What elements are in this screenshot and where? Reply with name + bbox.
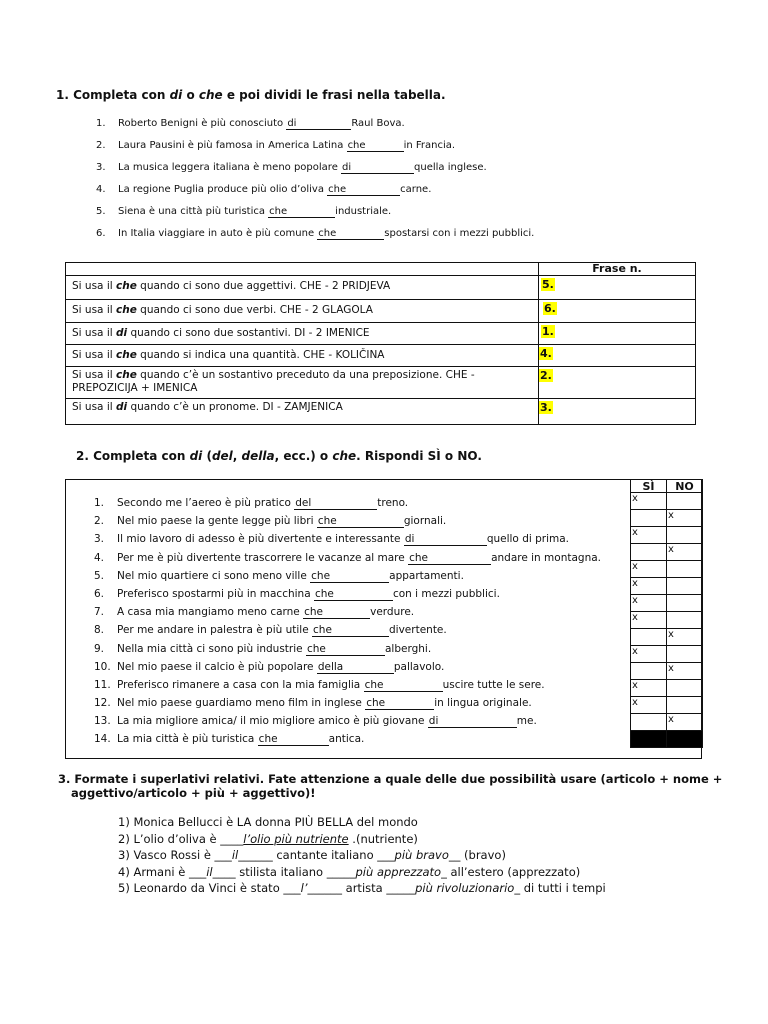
filled-cell bbox=[631, 731, 667, 748]
answer-field[interactable]: che bbox=[408, 553, 491, 565]
grid-row bbox=[631, 629, 703, 646]
no-cell[interactable]: x bbox=[667, 663, 703, 680]
title-text: , ecc.) o bbox=[274, 449, 333, 463]
answer-field[interactable]: di bbox=[286, 118, 351, 130]
rule-cell bbox=[66, 345, 539, 367]
item-text: A casa mia mangiamo meno carne bbox=[117, 606, 304, 619]
item-text: 5) Leonardo da Vinci è stato ___ bbox=[118, 881, 301, 895]
highlighted-answer: 6. bbox=[544, 302, 556, 315]
si-cell[interactable]: x bbox=[631, 493, 667, 510]
item-text: carne. bbox=[400, 184, 432, 195]
header-frase-n: Frase n. bbox=[539, 263, 696, 276]
item-text: 4) Armani è ___ bbox=[118, 864, 207, 879]
answer-field[interactable]: che bbox=[364, 680, 443, 692]
yes-no-grid bbox=[630, 479, 703, 748]
item-number: 9. bbox=[94, 642, 105, 655]
rule-text: Si usa il bbox=[72, 280, 116, 292]
item-number: 3. bbox=[94, 533, 105, 546]
si-cell[interactable]: x bbox=[631, 612, 667, 629]
answer-field[interactable]: il bbox=[231, 848, 239, 862]
no-cell[interactable] bbox=[667, 697, 703, 714]
item-text: in Francia. bbox=[403, 140, 456, 151]
item-text: pallavolo. bbox=[393, 660, 445, 673]
si-cell[interactable]: x bbox=[631, 646, 667, 663]
grid-row bbox=[631, 595, 703, 612]
list-item bbox=[96, 162, 534, 184]
answer-field[interactable]: di bbox=[428, 716, 517, 728]
no-cell[interactable]: x bbox=[667, 714, 703, 731]
si-cell[interactable] bbox=[631, 629, 667, 646]
answer-field[interactable]: che bbox=[310, 571, 389, 583]
sentence-number-cell[interactable] bbox=[539, 367, 696, 399]
item-text: __ (bravo) bbox=[448, 848, 506, 862]
answer-field[interactable]: l’ bbox=[300, 881, 308, 895]
sentence-number-cell[interactable] bbox=[539, 345, 696, 367]
list-item bbox=[94, 697, 601, 715]
answer-field[interactable]: che bbox=[317, 516, 404, 528]
item-text: con i mezzi pubblici. bbox=[392, 587, 500, 600]
item-text: giornali. bbox=[403, 515, 447, 528]
item-text: ______ cantante italiano ___ bbox=[238, 848, 395, 862]
grid-row bbox=[631, 612, 703, 629]
rule-text: quando ci sono due verbi. CHE - 2 GLAGOLA bbox=[136, 304, 373, 316]
item-text: verdure. bbox=[370, 606, 415, 619]
item-number: 2. bbox=[96, 140, 106, 151]
item-number: 3. bbox=[96, 162, 106, 173]
item-number: 14. bbox=[94, 733, 111, 746]
answer-field[interactable]: che bbox=[314, 589, 393, 601]
answer-field[interactable]: più apprezzato bbox=[355, 864, 442, 879]
answer-field[interactable]: che bbox=[268, 206, 335, 218]
no-cell[interactable]: x bbox=[667, 544, 703, 561]
no-cell[interactable] bbox=[667, 595, 703, 612]
answer-field[interactable]: di bbox=[404, 534, 487, 546]
si-cell[interactable] bbox=[631, 510, 667, 527]
item-text: Nel mio paese guardiamo meno film in inglese bbox=[117, 697, 366, 710]
item-text: appartamenti. bbox=[389, 569, 464, 582]
rules-table bbox=[65, 262, 696, 425]
item-text: industriale. bbox=[335, 206, 392, 217]
no-cell[interactable] bbox=[667, 578, 703, 595]
rule-text: Si usa il bbox=[72, 401, 116, 413]
item-text: alberghi. bbox=[384, 642, 432, 655]
list-item bbox=[118, 832, 606, 849]
rule-keyword: che bbox=[116, 280, 137, 292]
list-item bbox=[96, 206, 534, 228]
exercise-2-title bbox=[76, 449, 482, 463]
table-row bbox=[66, 399, 696, 425]
item-text: 3) Vasco Rossi è ___ bbox=[118, 848, 232, 862]
table-row bbox=[66, 345, 696, 367]
item-text: quello di prima. bbox=[486, 533, 570, 546]
no-cell[interactable] bbox=[667, 527, 703, 544]
rule-keyword: di bbox=[116, 327, 128, 339]
title-di: di bbox=[169, 88, 183, 102]
rule-text: Si usa il bbox=[72, 327, 116, 339]
title-text: , bbox=[232, 449, 242, 463]
list-item bbox=[96, 228, 534, 250]
list-item bbox=[94, 515, 601, 533]
item-text: Raul Bova. bbox=[351, 118, 405, 129]
item-text: antica. bbox=[328, 733, 365, 746]
title-text: o bbox=[182, 88, 199, 102]
grid-filled-row bbox=[631, 731, 703, 748]
column-si: SÌ bbox=[631, 480, 667, 493]
si-cell[interactable] bbox=[631, 663, 667, 680]
rule-text: Si usa il bbox=[72, 349, 116, 361]
highlighted-answer: 2. bbox=[540, 369, 552, 382]
item-text: Nel mio quartiere ci sono meno ville bbox=[117, 569, 311, 582]
answer-field[interactable]: del bbox=[294, 498, 377, 510]
item-number: 6. bbox=[96, 228, 106, 239]
item-text: 2) L’olio d’oliva è ____ bbox=[118, 831, 244, 846]
item-text: Nel mio paese la gente legge più libri bbox=[117, 515, 317, 528]
item-text: Roberto Benigni è più conosciuto bbox=[118, 118, 287, 129]
answer-field[interactable]: più rivoluzionario bbox=[415, 881, 515, 895]
list-item bbox=[94, 606, 601, 624]
title-di: di bbox=[189, 449, 203, 463]
item-number: 1. bbox=[94, 497, 105, 509]
item-number: 12. bbox=[94, 697, 111, 710]
rule-keyword: che bbox=[116, 349, 137, 361]
title-text: e poi dividi le frasi nella tabella. bbox=[222, 88, 446, 102]
table-row bbox=[66, 367, 696, 399]
title-text: ( bbox=[202, 449, 212, 463]
item-text: quella inglese. bbox=[414, 162, 487, 173]
rule-text: Si usa il bbox=[72, 304, 116, 316]
list-item bbox=[96, 184, 534, 206]
item-text: uscire tutte le sere. bbox=[442, 678, 545, 691]
list-item bbox=[94, 497, 601, 515]
no-cell[interactable] bbox=[667, 493, 703, 510]
list-item bbox=[118, 881, 606, 898]
item-number: 13. bbox=[94, 715, 111, 728]
item-text: Laura Pausini è più famosa in America Latina bbox=[118, 140, 347, 151]
list-item: 1) Monica Bellucci è LA donna PIÙ BELLA del mondo bbox=[118, 815, 418, 829]
answer-field[interactable]: l’olio più nutriente bbox=[243, 831, 349, 846]
answer-field[interactable]: che bbox=[347, 140, 404, 152]
exercise-3-list bbox=[118, 815, 606, 898]
rule-cell bbox=[66, 367, 539, 399]
title-line: aggettivo/articolo + più + aggettivo)! bbox=[71, 786, 316, 800]
si-cell[interactable]: x bbox=[631, 527, 667, 544]
sentence-number-cell[interactable] bbox=[539, 276, 696, 300]
item-text: ____ stilista italiano _____ bbox=[212, 864, 356, 879]
item-text: Nella mia città ci sono più industrie bbox=[117, 642, 306, 655]
title-del: del bbox=[211, 449, 233, 463]
item-text: treno. bbox=[377, 497, 409, 509]
grid-row bbox=[631, 714, 703, 731]
list-item bbox=[94, 661, 601, 679]
answer-field[interactable]: che bbox=[303, 607, 370, 619]
list-item bbox=[118, 865, 606, 882]
list-item bbox=[94, 552, 601, 570]
filled-cell bbox=[667, 731, 703, 748]
grid-row bbox=[631, 510, 703, 527]
answer-field[interactable]: che bbox=[306, 644, 385, 656]
item-text: La mia migliore amica/ il mio migliore amico è più giovane bbox=[117, 715, 428, 728]
item-number: 6. bbox=[94, 587, 105, 600]
rule-text: quando ci sono due sostantivi. DI - 2 IMENICE bbox=[127, 327, 370, 339]
no-cell[interactable]: x bbox=[667, 629, 703, 646]
item-number: 1. bbox=[96, 118, 106, 129]
no-cell[interactable] bbox=[667, 561, 703, 578]
item-number: 5. bbox=[94, 569, 105, 582]
exercise-1-title bbox=[56, 88, 446, 102]
item-text: Preferisco spostarmi più in macchina bbox=[117, 587, 314, 600]
column-no: NO bbox=[667, 480, 703, 493]
item-text: in lingua originale. bbox=[434, 697, 532, 710]
answer-field[interactable]: di bbox=[341, 162, 414, 174]
highlighted-answer: 1. bbox=[542, 325, 554, 338]
item-text: Per me è più divertente trascorrere le vacanze al mare bbox=[117, 551, 409, 564]
rule-keyword: che bbox=[116, 304, 137, 316]
rule-text: quando c’è un sostantivo preceduto da una preposizione. CHE - PREPOZICIJA + IMENICA bbox=[72, 369, 475, 394]
grid-row bbox=[631, 578, 703, 595]
rule-text: quando si indica una quantità. CHE - KOLIČINA bbox=[136, 349, 385, 361]
list-item bbox=[94, 570, 601, 588]
title-della: della bbox=[241, 449, 275, 463]
rule-cell bbox=[66, 323, 539, 345]
item-text: La regione Puglia produce più olio d’oliva bbox=[118, 184, 328, 195]
list-item bbox=[94, 533, 601, 551]
list-item bbox=[94, 624, 601, 642]
grid-row bbox=[631, 680, 703, 697]
highlighted-answer: 5. bbox=[542, 278, 554, 291]
answer-field[interactable]: che bbox=[258, 734, 329, 746]
list-item bbox=[96, 140, 534, 162]
grid-header-row bbox=[631, 480, 703, 493]
rule-cell bbox=[66, 276, 539, 300]
answer-field[interactable]: che bbox=[312, 625, 389, 637]
table-row bbox=[66, 323, 696, 345]
rule-text: Si usa il bbox=[72, 369, 116, 381]
item-number: 8. bbox=[94, 624, 105, 637]
list-item bbox=[94, 643, 601, 661]
exercise-3-title bbox=[58, 772, 722, 800]
si-cell[interactable]: x bbox=[631, 561, 667, 578]
grid-row bbox=[631, 527, 703, 544]
item-number: 5. bbox=[96, 206, 106, 217]
exercise-1-list bbox=[96, 118, 534, 250]
rule-keyword: che bbox=[116, 369, 137, 381]
item-text: Secondo me l’aereo è più pratico bbox=[117, 497, 295, 509]
item-text: andare in montagna. bbox=[491, 551, 601, 564]
item-text: La musica leggera italiana è meno popolare bbox=[118, 162, 342, 173]
table-row bbox=[66, 276, 696, 300]
si-cell[interactable]: x bbox=[631, 697, 667, 714]
item-text: La mia città è più turistica bbox=[117, 733, 258, 746]
item-text: spostarsi con i mezzi pubblici. bbox=[384, 228, 535, 239]
rule-cell bbox=[66, 399, 539, 425]
title-text: . Rispondi SÌ o NO. bbox=[356, 449, 482, 463]
list-item bbox=[94, 588, 601, 606]
item-text: Per me andare in palestra è più utile bbox=[117, 624, 313, 637]
no-cell[interactable] bbox=[667, 646, 703, 663]
si-cell[interactable]: x bbox=[631, 595, 667, 612]
answer-field[interactable]: che bbox=[327, 184, 400, 196]
no-cell[interactable] bbox=[667, 612, 703, 629]
answer-field[interactable]: il bbox=[206, 864, 213, 879]
item-text: me. bbox=[516, 715, 537, 728]
sentence-number-cell[interactable] bbox=[539, 399, 696, 425]
rule-keyword: di bbox=[116, 401, 128, 413]
answer-field[interactable]: che bbox=[365, 698, 434, 710]
item-number: 7. bbox=[94, 606, 105, 619]
title-che: che bbox=[332, 449, 357, 463]
no-cell[interactable]: x bbox=[667, 510, 703, 527]
item-number: 4. bbox=[94, 551, 105, 564]
title-text: 2. Completa con bbox=[76, 449, 190, 463]
item-text: Preferisco rimanere a casa con la mia famiglia bbox=[117, 678, 364, 691]
grid-row bbox=[631, 646, 703, 663]
si-cell[interactable] bbox=[631, 544, 667, 561]
list-item bbox=[94, 679, 601, 697]
item-number: 4. bbox=[96, 184, 106, 195]
grid-row bbox=[631, 493, 703, 510]
rule-text: quando ci sono due aggettivi. CHE - 2 PRIDJEVA bbox=[136, 280, 391, 292]
rule-text: quando c’è un pronome. DI - ZAMJENICA bbox=[127, 401, 343, 413]
si-cell[interactable] bbox=[631, 714, 667, 731]
item-text: _ di tutti i tempi bbox=[514, 881, 606, 895]
si-cell[interactable]: x bbox=[631, 578, 667, 595]
highlighted-answer: 3. bbox=[540, 401, 552, 414]
item-text: In Italia viaggiare in auto è più comune bbox=[118, 228, 318, 239]
list-item bbox=[94, 733, 601, 751]
table-row bbox=[66, 300, 696, 323]
title-che: che bbox=[198, 88, 223, 102]
item-text: Nel mio paese il calcio è più popolare bbox=[117, 660, 317, 673]
item-text: Il mio lavoro di adesso è più divertente e interessante bbox=[117, 533, 404, 546]
item-number: 10. bbox=[94, 660, 111, 673]
answer-field[interactable]: della bbox=[317, 662, 394, 674]
item-text: Siena è una città più turistica bbox=[118, 206, 269, 217]
sentence-number-cell[interactable] bbox=[539, 300, 696, 323]
title-line: 3. Formate i superlativi relativi. Fate attenzione a quale delle due possibilità usare (articolo + nome + bbox=[58, 772, 723, 786]
exercise-2-list bbox=[94, 497, 601, 752]
highlighted-answer: 4. bbox=[540, 347, 552, 360]
item-number: 2. bbox=[94, 515, 105, 528]
list-item bbox=[118, 848, 606, 865]
answer-field[interactable]: più bravo bbox=[394, 848, 449, 862]
title-text: 1. Completa con bbox=[56, 88, 170, 102]
rule-cell bbox=[66, 300, 539, 323]
item-text: ______ artista _____ bbox=[307, 881, 416, 895]
list-item bbox=[94, 715, 601, 733]
grid-row bbox=[631, 663, 703, 680]
no-cell[interactable] bbox=[667, 680, 703, 697]
item-number: 11. bbox=[94, 678, 111, 691]
header-empty-cell bbox=[66, 263, 539, 276]
si-cell[interactable]: x bbox=[631, 680, 667, 697]
grid-row bbox=[631, 697, 703, 714]
list-item bbox=[96, 118, 534, 140]
sentence-number-cell[interactable] bbox=[539, 323, 696, 345]
item-text: .(nutriente) bbox=[348, 831, 418, 846]
grid-row bbox=[631, 561, 703, 578]
table-header-row bbox=[66, 263, 696, 276]
grid-row bbox=[631, 544, 703, 561]
answer-field[interactable]: che bbox=[317, 228, 384, 240]
item-text: divertente. bbox=[389, 624, 447, 637]
item-text: _ all’estero (apprezzato) bbox=[441, 864, 581, 879]
